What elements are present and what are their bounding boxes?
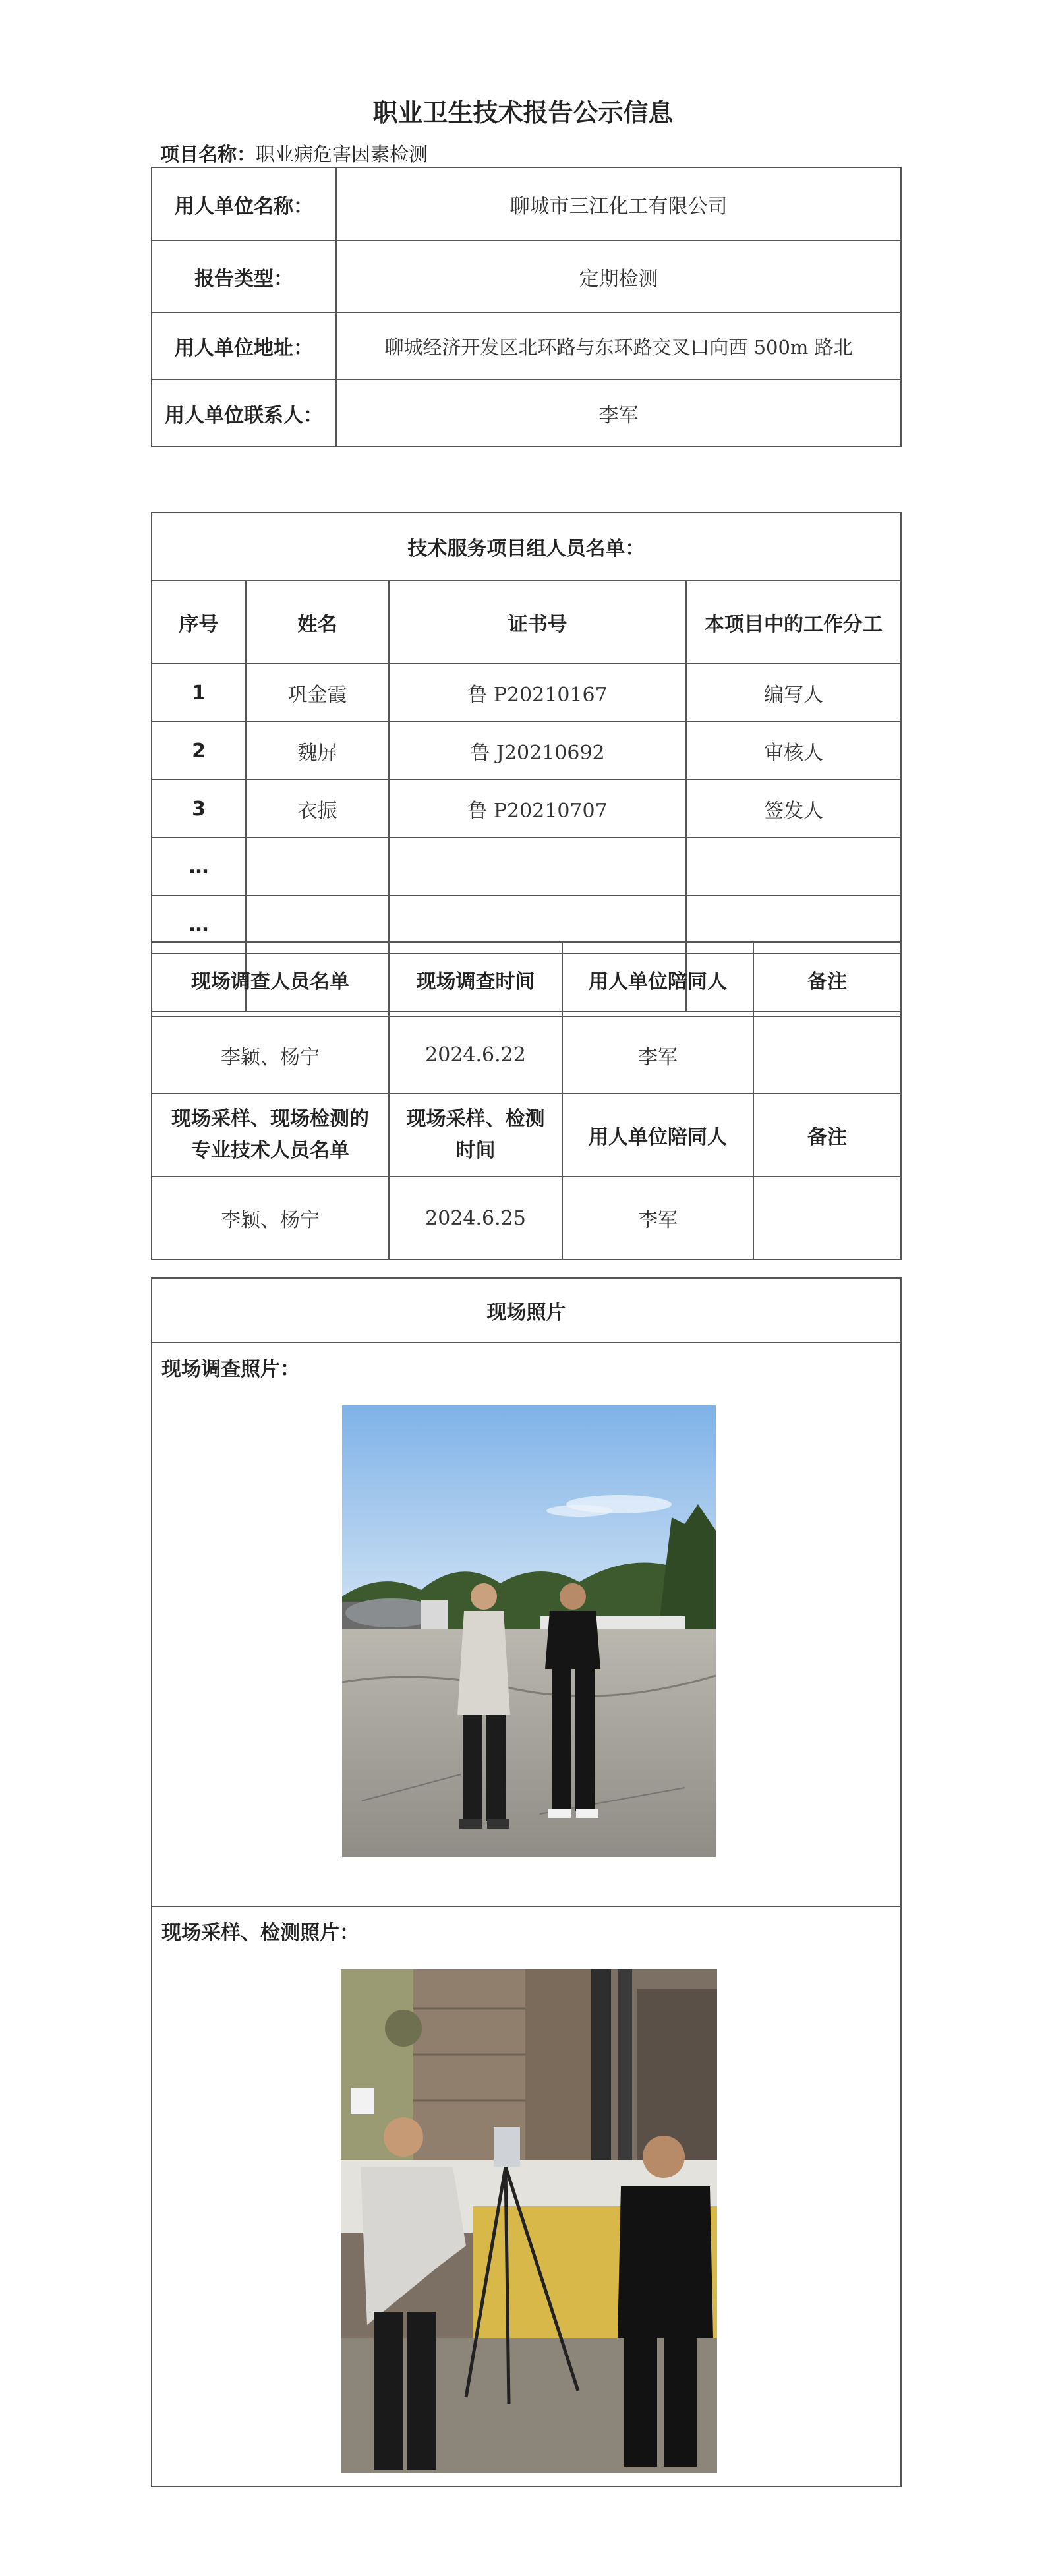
team-table — [151, 512, 902, 1012]
row-name: 衣振 — [246, 780, 389, 838]
survey-header-staff: 现场调查人员名单 — [152, 942, 389, 1016]
photos-table — [151, 1277, 902, 2487]
sampling-escort: 李军 — [562, 1177, 753, 1260]
table-row — [152, 722, 901, 780]
row-role: 审核人 — [686, 722, 901, 780]
row-name: 巩金霞 — [246, 664, 389, 722]
sampling-header-escort: 用人单位陪同人 — [562, 1094, 753, 1177]
row-cert — [389, 838, 686, 896]
survey-table — [151, 941, 902, 1260]
contact-label: 用人单位联系人： — [152, 380, 336, 446]
project-value: 职业病危害因素检测 — [256, 143, 428, 165]
employer-label: 用人单位名称： — [152, 167, 336, 241]
report-type-value: 定期检测 — [336, 241, 901, 312]
info-table — [151, 167, 902, 447]
sampling-photo-label: 现场采样、检测照片： — [161, 1921, 359, 1945]
survey-time: 2024.6.22 — [389, 1016, 562, 1094]
project-line — [160, 140, 428, 167]
survey-header-note: 备注 — [753, 942, 901, 1016]
contact-value: 李军 — [336, 380, 901, 446]
row-cert: 鲁 P20210167 — [389, 664, 686, 722]
survey-header-time: 现场调查时间 — [389, 942, 562, 1016]
sampling-photo-image — [341, 1969, 717, 2473]
sampling-header-staff — [152, 1094, 389, 1177]
row-no: 2 — [152, 722, 246, 780]
sampling-header-note: 备注 — [753, 1094, 901, 1177]
project-label: 项目名称： — [160, 143, 256, 165]
sampling-photo — [341, 1969, 717, 2473]
survey-photo-cell — [152, 1343, 901, 1906]
photos-heading: 现场照片 — [152, 1278, 901, 1343]
row-no: 3 — [152, 780, 246, 838]
survey-staff: 李颖、杨宁 — [152, 1016, 389, 1094]
sampling-header-time — [389, 1094, 562, 1177]
survey-photo — [342, 1405, 716, 1857]
row-no: 1 — [152, 664, 246, 722]
sampling-note — [753, 1177, 901, 1260]
survey-note — [753, 1016, 901, 1094]
row-role — [686, 838, 901, 896]
sampling-header-time-line2: 时间 — [455, 1139, 496, 1162]
report-type-label: 报告类型： — [152, 241, 336, 312]
survey-photo-label: 现场调查照片： — [161, 1358, 300, 1381]
page-title: 职业卫生技术报告公示信息 — [372, 98, 674, 127]
address-value: 聊城经济开发区北环路与东环路交叉口向西 500m 路北 — [336, 312, 901, 380]
team-header-name: 姓名 — [246, 581, 389, 664]
table-row — [152, 838, 901, 896]
table-row — [152, 780, 901, 838]
row-name — [246, 838, 389, 896]
address-label: 用人单位地址： — [152, 312, 336, 380]
row-no: … — [152, 838, 246, 896]
row-no: … — [152, 896, 246, 954]
team-heading: 技术服务项目组人员名单： — [152, 512, 901, 581]
row-cert: 鲁 P20210707 — [389, 780, 686, 838]
survey-header-escort: 用人单位陪同人 — [562, 942, 753, 1016]
row-role: 编写人 — [686, 664, 901, 722]
team-header-cert: 证书号 — [389, 581, 686, 664]
sampling-photo-cell — [152, 1906, 901, 2486]
survey-photo-image — [342, 1405, 716, 1857]
team-header-role: 本项目中的工作分工 — [686, 581, 901, 664]
survey-escort: 李军 — [562, 1016, 753, 1094]
sampling-header-time-line1: 现场采样、检测 — [406, 1107, 545, 1130]
sampling-header-staff-line1: 现场采样、现场检测的 — [171, 1107, 369, 1130]
sampling-staff: 李颖、杨宁 — [152, 1177, 389, 1260]
team-header-no: 序号 — [152, 581, 246, 664]
row-role: 签发人 — [686, 780, 901, 838]
row-name: 魏屏 — [246, 722, 389, 780]
sampling-time: 2024.6.25 — [389, 1177, 562, 1260]
sampling-header-staff-line2: 专业技术人员名单 — [191, 1139, 349, 1162]
employer-value: 聊城市三江化工有限公司 — [336, 167, 901, 241]
row-cert: 鲁 J20210692 — [389, 722, 686, 780]
table-row — [152, 664, 901, 722]
